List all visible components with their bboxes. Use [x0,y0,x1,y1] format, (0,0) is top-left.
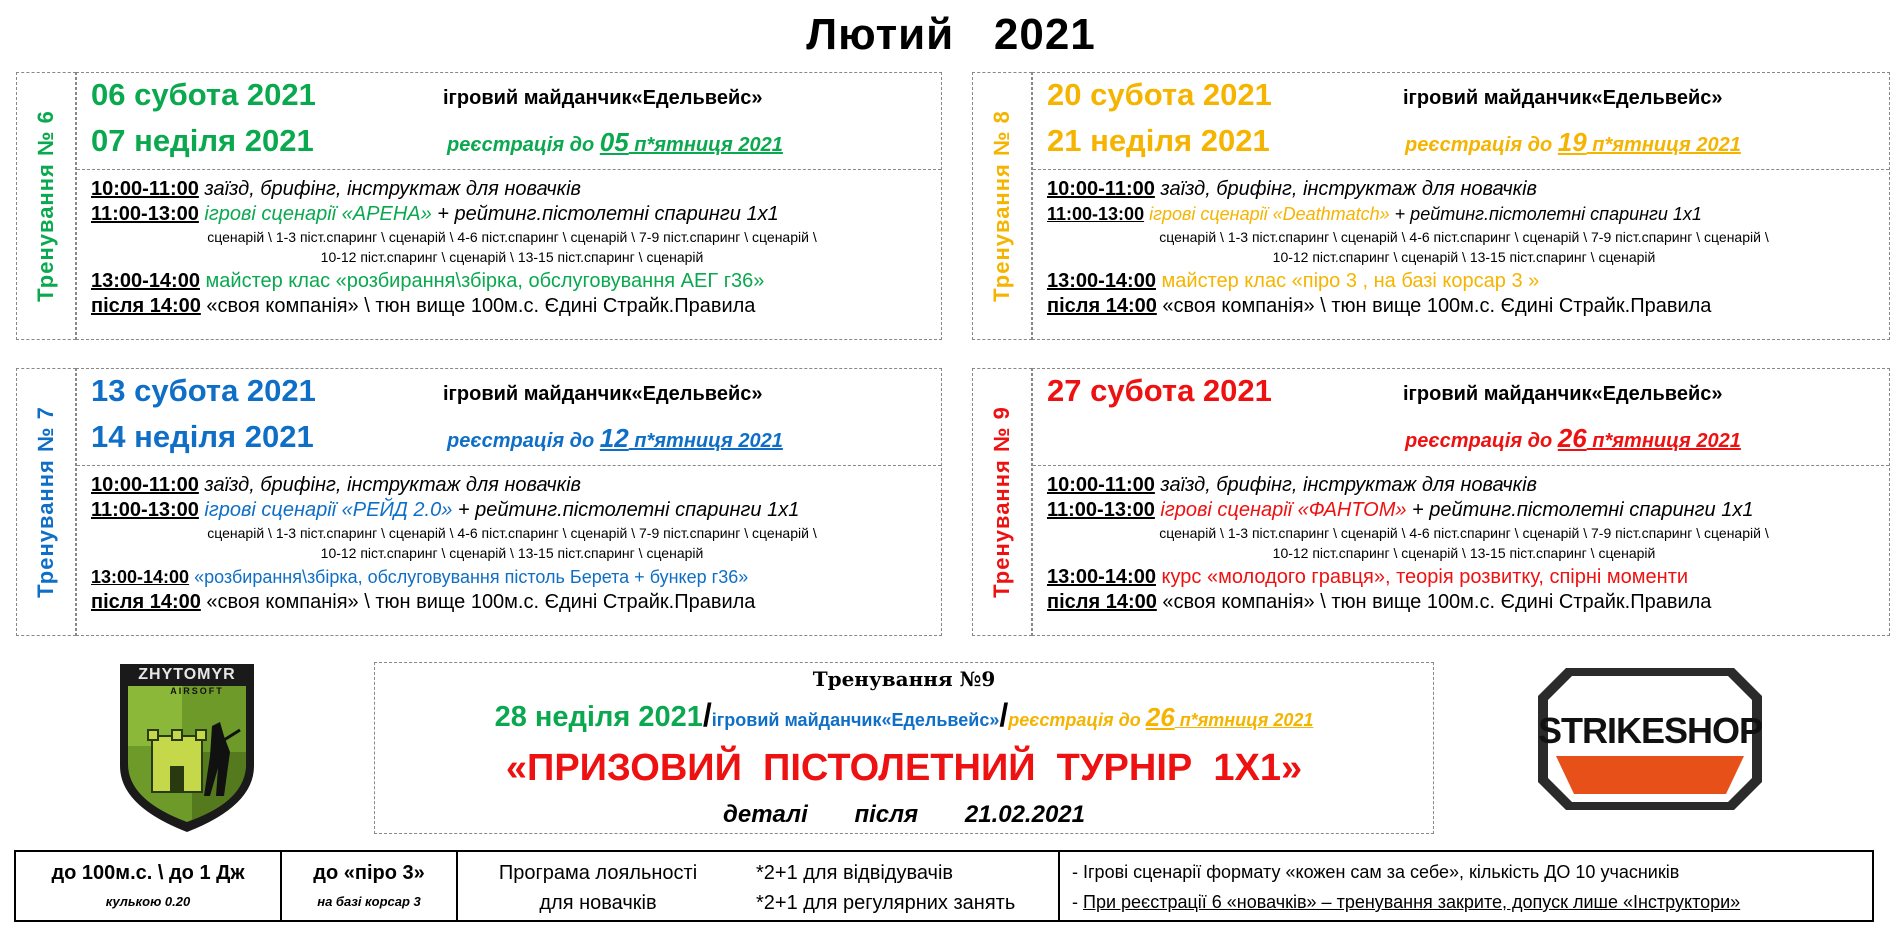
reg-prefix: реєстрація до [1008,710,1146,730]
reg-suffix: п*ятниця 2021 [1174,710,1314,730]
time: 11:00-13:00 [91,203,199,225]
day-1: 27 субота 2021 [1047,373,1272,408]
text: курс «молодого гравця», теорія розвитку, спірні моменти [1155,566,1689,588]
block-header [77,369,941,466]
zhytomyr-airsoft-logo [112,656,262,836]
tournament-heading: Тренування №9 [812,667,996,691]
schedule [91,177,933,319]
time: 13:00-14:00 [1047,566,1156,588]
text: «своя компанія» \ тюн вище 100м.с. Єдині Страйк.Правила [200,591,756,613]
scenario-list-1: сценарій \ 1-3 піст.спаринг \ сценарій \ 4-6 піст.спаринг \ сценарій \ 7-9 піст.спаринг \ сценарій \ [207,229,817,245]
reg-prefix: реєстрація до [1405,430,1558,452]
time: 10:00-11:00 [91,474,199,496]
strikeshop-logo [1532,662,1768,816]
rules-line-1: - Ігрові сценарії формату «кожен сам за себе», кількість ДО 10 учасників [1072,862,1680,882]
reg-prefix: реєстрація до [447,134,600,156]
scenario-list-2: 10-12 піст.спаринг \ сценарій \ 13-15 піст.спаринг \ сценарій [1272,249,1656,265]
speed-limit-note: кулькою 0.20 [105,894,191,909]
tournament-venue: ігровий майданчик«Едельвейс» [711,710,1000,730]
schedule [1047,177,1881,319]
schedule-row-3 [91,269,933,294]
text: + рейтинг.пістолетні спаринги 1х1 [1389,204,1702,224]
scenario: ігрові сценарії «Deathmatch» [1144,204,1390,224]
loyalty-regular: *2+1 для регулярних занять [756,892,1016,914]
text: «своя компанія» \ тюн вище 100м.с. Єдині Страйк.Правила [1156,591,1712,613]
tournament-registration [1008,702,1314,732]
footer-cell-rules [1060,852,1872,920]
text: «розбирання\збірка, обслуговування пістоль Берета + бункер г36» [189,567,749,587]
schedule-row-4 [1047,294,1881,319]
scenario-list-1: сценарій \ 1-3 піст.спаринг \ сценарій \ 4-6 піст.спаринг \ сценарій \ 7-9 піст.спаринг \ сценарій \ [1159,229,1769,245]
rules-text: При реєстрації 6 «новачків» – тренування закрите, допуск лише «Інструктори» [1083,892,1741,912]
reg-suffix: п*ятниця 2021 [1586,430,1741,452]
text: «своя компанія» \ тюн вище 100м.с. Єдині Страйк.Правила [1156,295,1712,317]
footer-table [14,850,1874,922]
time: після 14:00 [1047,295,1157,317]
time: після 14:00 [1047,591,1157,613]
venue: ігровий майданчик«Едельвейс» [443,383,763,405]
time: 11:00-13:00 [1047,499,1155,521]
schedule-row-1 [1047,177,1881,202]
side-label-t6: Тренування № 6 [33,110,58,302]
tournament-box [374,662,1434,834]
pyro-note: на базі корсар 3 [317,894,421,909]
reg-suffix: п*ятниця 2021 [628,430,783,452]
scenario-list-2: 10-12 піст.спаринг \ сценарій \ 13-15 піст.спаринг \ сценарій [1272,545,1656,561]
loyalty-title-2: для новачків [539,892,657,914]
day-1: 06 субота 2021 [91,77,316,112]
side-label-t9: Тренування № 9 [989,406,1014,598]
schedule-row-3 [1047,269,1881,294]
scenario-list-1: сценарій \ 1-3 піст.спаринг \ сценарій \ 4-6 піст.спаринг \ сценарій \ 7-9 піст.спаринг \ сценарій \ [207,525,817,541]
day-2: 07 неділя 2021 [91,123,314,158]
reg-suffix: п*ятниця 2021 [1586,134,1741,156]
block-header [1033,369,1889,466]
schedule-row-2 [1047,202,1881,227]
schedule-row-2 [91,202,933,227]
scenario-list-2: 10-12 піст.спаринг \ сценарій \ 13-15 піст.спаринг \ сценарій [320,545,704,561]
text: заїзд, брифінг, інструктаж для новачків [1154,178,1537,200]
schedule [1047,473,1881,615]
side-label-box-t9 [972,368,1032,636]
tournament-info-line [375,697,1433,734]
pyro-limit: до «піро 3» [313,862,425,884]
schedule-row-1 [91,177,933,202]
strikeshop-wordmark: STRIKESHOP [1537,710,1763,751]
reg-prefix: реєстрація до [1405,134,1558,156]
scenario: ігрові сценарії «ФАНТОМ» [1154,499,1407,521]
block-header [77,73,941,170]
tournament-details: деталі після 21.02.2021 [723,801,1085,828]
footer-cell-pyro [282,852,458,920]
logo-text-sub: AIRSOFT [170,686,224,696]
scenario-list-2: 10-12 піст.спаринг \ сценарій \ 13-15 піст.спаринг \ сценарій [320,249,704,265]
scenario: ігрові сценарії «РЕЙД 2.0» [198,499,453,521]
schedule-row-3 [1047,565,1881,590]
reg-date: 19 [1557,127,1587,157]
time: 11:00-13:00 [91,499,199,521]
reg-date: 26 [1557,423,1587,453]
training-block-t9 [1032,368,1890,636]
text: «своя компанія» \ тюн вище 100м.с. Єдині Страйк.Правила [200,295,756,317]
schedule-row-1 [91,473,933,498]
tournament-day: 28 неділя 2021 [494,701,703,733]
text: заїзд, брифінг, інструктаж для новачків [1154,474,1537,496]
loyalty-visitors: *2+1 для відвідувачів [756,862,954,884]
schedule-row-3 [91,565,933,590]
registration [1405,127,1741,158]
time: 10:00-11:00 [91,178,199,200]
schedule-row-4 [91,294,933,319]
schedule-row-2 [91,498,933,523]
schedule-row-2 [1047,498,1881,523]
reg-prefix: реєстрація до [447,430,600,452]
speed-limit: до 100м.с. \ до 1 Дж [51,862,245,884]
training-block-t6 [76,72,942,340]
side-label-box-t7 [16,368,76,636]
side-label-box-t6 [16,72,76,340]
footer-cell-speed [16,852,282,920]
scenario-list-1: сценарій \ 1-3 піст.спаринг \ сценарій \ 4-6 піст.спаринг \ сценарій \ 7-9 піст.спаринг \ сценарій \ [1159,525,1769,541]
day-1: 20 субота 2021 [1047,77,1272,112]
time: 13:00-14:00 [1047,270,1156,292]
reg-date: 26 [1145,702,1175,732]
bullet: - [1072,892,1083,912]
day-2: 14 неділя 2021 [91,419,314,454]
registration [447,127,783,158]
day-1: 13 субота 2021 [91,373,316,408]
footer-cell-loyalty [458,852,1060,920]
text: майстер клас «розбирання\збірка, обслуговування АЕГ г36» [199,270,765,292]
venue: ігровий майданчик«Едельвейс» [1403,87,1723,109]
page-title: Лютий 2021 [806,10,1096,59]
side-label-box-t8 [972,72,1032,340]
logo-text-top: ZHYTOMYR [138,666,236,683]
text: + рейтинг.пістолетні спаринги 1х1 [1406,499,1754,521]
reg-suffix: п*ятниця 2021 [628,134,783,156]
reg-date: 12 [599,423,629,453]
text: заїзд, брифінг, інструктаж для новачків [198,178,581,200]
schedule-row-1 [1047,473,1881,498]
rules-line-2 [1072,892,1740,913]
training-block-t8 [1032,72,1890,340]
schedule-row-4 [1047,590,1881,615]
separator: / [702,697,712,733]
block-header [1033,73,1889,170]
text: + рейтинг.пістолетні спаринги 1х1 [452,499,800,521]
time: 13:00-14:00 [91,270,200,292]
schedule-row-4 [91,590,933,615]
text: + рейтинг.пістолетні спаринги 1х1 [431,203,779,225]
separator: / [999,697,1009,733]
venue: ігровий майданчик«Едельвейс» [443,87,763,109]
side-label-t7: Тренування № 7 [33,406,58,598]
training-block-t7 [76,368,942,636]
text: заїзд, брифінг, інструктаж для новачків [198,474,581,496]
side-label-t8: Тренування № 8 [989,110,1014,302]
scenario: ігрові сценарії «АРЕНА» [198,203,432,225]
time: 13:00-14:00 [91,567,190,587]
text: майстер клас «піро 3 , на базі корсар 3 » [1155,270,1540,292]
registration [1405,423,1741,454]
time: 10:00-11:00 [1047,178,1155,200]
loyalty-title-1: Програма лояльності [498,862,698,884]
day-2: 21 неділя 2021 [1047,123,1270,158]
schedule [91,473,933,615]
time: 10:00-11:00 [1047,474,1155,496]
registration [447,423,783,454]
time: 11:00-13:00 [1047,204,1145,224]
reg-date: 05 [599,127,629,157]
time: після 14:00 [91,591,201,613]
tournament-name: «ПРИЗОВИЙ ПІСТОЛЕТНИЙ ТУРНІР 1Х1» [505,747,1303,789]
venue: ігровий майданчик«Едельвейс» [1403,383,1723,405]
time: після 14:00 [91,295,201,317]
